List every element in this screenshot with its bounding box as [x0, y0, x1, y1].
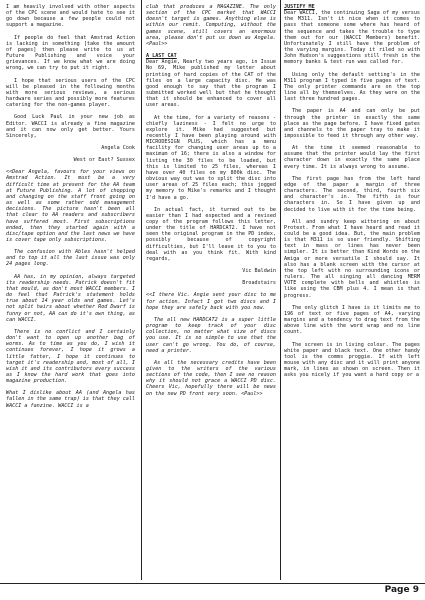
column-divider [141, 0, 142, 580]
paragraph: Angela Cook [101, 144, 135, 151]
paragraph: The all new HARDCAT2 is a super little program to keep track of your disc collection, no matter what size of discs you use. It is so simple to use that the user can't go wrong. You do, of course, need a printer. [146, 316, 276, 354]
paragraph: club that produces a MAGAZINE. The only section of the CPC market that WACCI doesn't target is games. Anything else is within our remit. Computing, without the games scene, still covers an enormous area, please don't put us down as Angela. <Paul>> [146, 4, 276, 47]
paragraph: The paper is A4 and can only be put through the printer in exactly the same place as the page before. I have fixed gates and channels to the paper tray to make it impossible to feed it through any other way. [284, 108, 420, 139]
paragraph: AA has, in my opinion, always targeted its readership needs. Patrick doesn't fit that mould, as don't most WACCI members. I do feel that Patrick's statement holds true about 14 year olds and games. Let's not split hairs about whether Rod Dwarf is funny or not, AA can do it's own thing, as can WACCI. [6, 273, 135, 323]
paragraph: What I dislike about AA (and Angela has fallen in the same trap) is that they call WACCI a fanzine. WACCI is a [6, 390, 135, 409]
paragraph: Dear WACCI, the continuing Saga of my versus the M311. Isn't it nice when it comes to pass that someone some where has heard of the sequence and takes the trouble to type them out for our (WACCI Members) benefit. Unfortunately I still have the problem of the varying margins. Today it riled so with John Hudson's suggestions still fresh in the memory banks & test run was called for. [284, 10, 420, 66]
paragraph: The only glitch I have is it limits me to 196 of text or five pages of A4, varying margins and a tendency to drag text from the above line with the word wrap and no line count. [284, 304, 420, 336]
paragraph: Vic Baldwin [242, 268, 276, 275]
paragraph: Using only the default setting's in the M311 program I typed in five pages of text. The only printer commands are on the top line all by themselves. As they were on the last three hundred pages. [284, 71, 420, 103]
paragraph: I am heavily involved with other aspects of the CPC scene and would hate to see it go down because a few people could not support a magazine. [6, 4, 135, 29]
paragraph: If people do feel that Amstrad Action is lacking in something [take the amount of pages] then please write to us at Future Publishing and voice your grievances. If we know what we are doing wrong, we can try to put it right. [6, 34, 135, 72]
paragraph: I hope that serious users of the CPC will be pleased in the following months with more serious reviews, a serious hardware series and possibly more features catering for the non-games player. [6, 77, 135, 109]
paragraph: The first page has from the left hand edge of the paper a margin of three characters. The second, third, fourth six and character's in. The fifth is four characters in. So I have given up and decided to live with it for the time being. [284, 175, 420, 213]
paragraph: There is no conflict and I certainly don't want to open up another bag of worms. As to time as you do, I wish it continues forever, I hope it grows a little fatter, I hope it continues to target it's readership and, most of all, I wish it and its contributors every success as I know the hard work that goes into magazine production. [6, 328, 135, 385]
column-divider [280, 0, 281, 580]
paragraph: The screen is in living colour. The pages white paper and black text. One other handy tool is the comms proggie. If with left mouse with any disc and it will print anyone mark, in lines as shown on screen. Then it asks you nicely if you want a hard copy or a [284, 341, 420, 379]
paragraph: As all the necessary credits have been given to the writers of the various sections of the code, then I see no reason why it should not grace a WACCI PD disc. Cheers Vic, hopefully there will be news on the new PD front very soon. <Paul>> [146, 359, 276, 397]
page-number: Page 9 [384, 585, 419, 595]
paragraph: The confusion with Ables hasn't helped and to top it all the last issue was only 24 pages long. [6, 249, 135, 268]
paragraph: Broadstairs [242, 280, 276, 287]
letters-column-middle [146, 4, 276, 403]
paragraph: All and sundry keep wittering on about Protext. From what I have heard and read it could be a good idea. But, the main problem is that M311 is so user friendly. Shifting text in mass or lines has never been simpler. It is better than Kind Words on the Amiga or more versatile I should say. It also has a blank screen with the cursor at the top left with no surrounding icons or rulers. The all singing all dancing MERM VOTE complete with bells and whistles is like using the CBM plus 4. I mean is that progress. [284, 218, 420, 299]
letters-column-left [6, 4, 135, 415]
paragraph: West or East? Sussex [73, 157, 135, 164]
paragraph: <<Dear Angela, favours for your views on Amstrad Action. It must be a very difficult time at present for the AA team at Future Publishing. A lot of chopping and changing on the staff front going on as well as some rather odd management decisions. The picture hasn't been all that clear to AA readers and subscribers have suffered most. First subscriptions ended, then they started again with a disc/tape option and the last news we have is cover tape only subscriptions. [6, 169, 135, 243]
paragraph: In actual fact, it turned out to be easier than I had expected and a revised copy of the program follows this letter, under the title of HARDCAT2. I have not seen the original program in the PD index, possibly because of copyright difficulties, but I'll leave it to you to deal with as you think fit. With kind regards, [146, 206, 276, 262]
letter-heading: JUSTIFY ME [284, 4, 315, 10]
paragraph: <<I there Vic. Angie sent your disc to me for action. Infact I got two discs and I hope they are safely back with you now. [146, 292, 276, 311]
letter-heading: A LAST CAT [146, 53, 177, 60]
paragraph: At the time, for a variety of reasons - chiefly laziness - I felt no urge to explore it. Mike had suggested but recently I have been playing around with MICRODESIGN PLUS, which has a menu facility for changing user areas up to a maximum of 16; there is also a window for listing the 30 files to be loaded, but this is limited to 25 files, whereas I have over 40 files on my 800k disc. The obvious way out was to split the disc into user areas of 25 files each; this jogged my memory to Mike's remarks and I thought I'd have a go. [146, 114, 276, 201]
letters-column-right [284, 4, 420, 384]
footer-rule [0, 583, 425, 584]
paragraph: Dear Angie, Nearly two years ago, in Issue No 69, Mike published my letter about printing of hard copies of the CAT of the files on a large capacity disc. He was good enough to say that the program I submitted worked well but that he thought that it should be enhanced to cover all user areas. [146, 59, 276, 109]
paragraph: At the time it seemed reasonable to assume that the printer would lay the first character down in exactly the same place every time. It is always wrong to assume. [284, 145, 420, 170]
paragraph: Good Luck Paul in your new job as Editor. WACCI is already a fine magazine and it can now only get better. Yours Sincerely, [6, 114, 135, 139]
